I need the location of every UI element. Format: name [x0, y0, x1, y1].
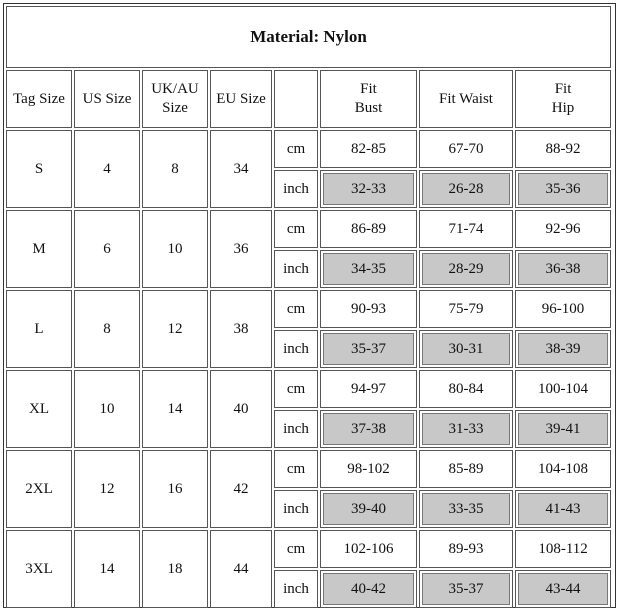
header-unit	[274, 70, 318, 128]
us-size-cell: 8	[74, 290, 140, 368]
hip-inch-cell: 39-41	[515, 410, 611, 448]
waist-cm-cell: 67-70	[419, 130, 513, 168]
unit-cell-cm: cm	[274, 370, 318, 408]
ukau-size-cell: 14	[142, 370, 208, 448]
table-row	[6, 210, 611, 248]
tag-size-cell: S	[6, 130, 72, 208]
waist-inch-cell: 31-33	[419, 410, 513, 448]
header-us-size: US Size	[74, 70, 140, 128]
bust-inch-cell: 39-40	[320, 490, 417, 528]
eu-size-cell: 42	[210, 450, 272, 528]
us-size-cell: 14	[74, 530, 140, 608]
us-size-cell: 4	[74, 130, 140, 208]
table-row	[6, 290, 611, 328]
table-row	[6, 530, 611, 568]
waist-inch-cell: 35-37	[419, 570, 513, 608]
unit-cell-inch: inch	[274, 410, 318, 448]
tag-size-cell: M	[6, 210, 72, 288]
hip-inch-cell: 36-38	[515, 250, 611, 288]
bust-cm-cell: 86-89	[320, 210, 417, 248]
eu-size-cell: 34	[210, 130, 272, 208]
waist-inch-cell: 26-28	[419, 170, 513, 208]
header-tag-size: Tag Size	[6, 70, 72, 128]
header-ukau-size-line2: Size	[162, 100, 188, 116]
eu-size-cell: 38	[210, 290, 272, 368]
hip-cm-cell: 92-96	[515, 210, 611, 248]
ukau-size-cell: 18	[142, 530, 208, 608]
title-row	[6, 6, 611, 68]
hip-cm-cell: 96-100	[515, 290, 611, 328]
unit-cell-cm: cm	[274, 450, 318, 488]
header-ukau-size	[142, 70, 208, 128]
tag-size-cell: 2XL	[6, 450, 72, 528]
hip-inch-cell: 38-39	[515, 330, 611, 368]
unit-cell-inch: inch	[274, 490, 318, 528]
eu-size-cell: 40	[210, 370, 272, 448]
hip-inch-cell: 41-43	[515, 490, 611, 528]
unit-cell-cm: cm	[274, 530, 318, 568]
hip-cm-cell: 88-92	[515, 130, 611, 168]
unit-cell-inch: inch	[274, 330, 318, 368]
bust-cm-cell: 98-102	[320, 450, 417, 488]
us-size-cell: 10	[74, 370, 140, 448]
bust-inch-cell: 35-37	[320, 330, 417, 368]
hip-cm-cell: 104-108	[515, 450, 611, 488]
unit-cell-inch: inch	[274, 250, 318, 288]
unit-cell-cm: cm	[274, 210, 318, 248]
bust-cm-cell: 82-85	[320, 130, 417, 168]
table-row	[6, 130, 611, 168]
waist-inch-cell: 28-29	[419, 250, 513, 288]
unit-cell-inch: inch	[274, 570, 318, 608]
hip-cm-cell: 108-112	[515, 530, 611, 568]
bust-inch-cell: 37-38	[320, 410, 417, 448]
header-fit-hip-line2: Hip	[551, 100, 575, 116]
header-fit-hip-line1: Fit	[554, 81, 572, 98]
header-fit-bust-line2: Bust	[354, 100, 383, 116]
ukau-size-cell: 8	[142, 130, 208, 208]
header-ukau-size-line1: UK/AU	[151, 81, 199, 98]
waist-cm-cell: 75-79	[419, 290, 513, 328]
table-row	[6, 450, 611, 488]
eu-size-cell: 44	[210, 530, 272, 608]
bust-cm-cell: 94-97	[320, 370, 417, 408]
waist-cm-cell: 85-89	[419, 450, 513, 488]
bust-cm-cell: 102-106	[320, 530, 417, 568]
bust-inch-cell: 40-42	[320, 570, 417, 608]
waist-cm-cell: 89-93	[419, 530, 513, 568]
waist-inch-cell: 30-31	[419, 330, 513, 368]
header-row	[6, 70, 611, 128]
header-fit-hip	[515, 70, 611, 128]
bust-inch-cell: 34-35	[320, 250, 417, 288]
bust-inch-cell: 32-33	[320, 170, 417, 208]
size-chart-table	[4, 4, 613, 610]
hip-inch-cell: 35-36	[515, 170, 611, 208]
hip-cm-cell: 100-104	[515, 370, 611, 408]
ukau-size-cell: 16	[142, 450, 208, 528]
header-fit-waist: Fit Waist	[419, 70, 513, 128]
tag-size-cell: L	[6, 290, 72, 368]
tag-size-cell: 3XL	[6, 530, 72, 608]
table-row	[6, 370, 611, 408]
us-size-cell: 6	[74, 210, 140, 288]
ukau-size-cell: 12	[142, 290, 208, 368]
unit-cell-cm: cm	[274, 290, 318, 328]
hip-inch-cell: 43-44	[515, 570, 611, 608]
header-fit-bust	[320, 70, 417, 128]
waist-cm-cell: 80-84	[419, 370, 513, 408]
tag-size-cell: XL	[6, 370, 72, 448]
size-chart-sheet	[3, 3, 616, 608]
header-eu-size: EU Size	[210, 70, 272, 128]
header-fit-bust-line1: Fit	[360, 81, 377, 98]
unit-cell-inch: inch	[274, 170, 318, 208]
unit-cell-cm: cm	[274, 130, 318, 168]
waist-inch-cell: 33-35	[419, 490, 513, 528]
eu-size-cell: 36	[210, 210, 272, 288]
material-title: Material: Nylon	[6, 6, 611, 68]
bust-cm-cell: 90-93	[320, 290, 417, 328]
waist-cm-cell: 71-74	[419, 210, 513, 248]
ukau-size-cell: 10	[142, 210, 208, 288]
us-size-cell: 12	[74, 450, 140, 528]
